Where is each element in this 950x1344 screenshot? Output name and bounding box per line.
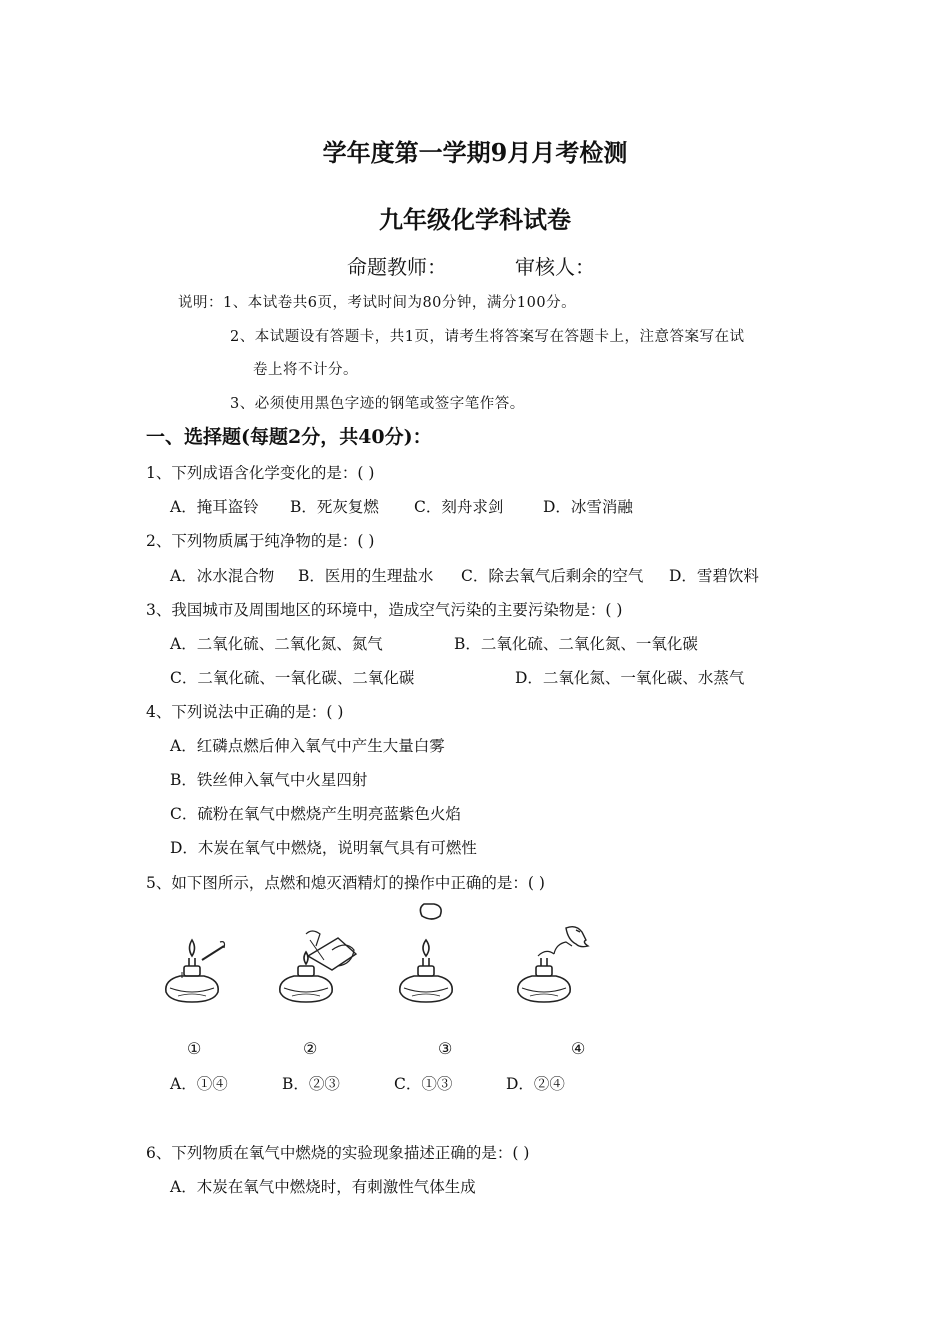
section-heading: 一、选择题(每题2分，共40分)： [146,426,432,448]
q6-option-a: A．木炭在氧气中燃烧时，有刺激性气体生成 [170,1178,476,1196]
lamp-label-4: ④ [571,1039,586,1058]
q4-option-b: B．铁丝伸入氧气中火星四射 [170,771,368,789]
question-2: 2、下列物质属于纯净物的是：( ) [146,532,375,550]
q5-option-b: B．②③ [282,1075,340,1093]
exam-title: 学年度第一学期9月月考检测 [322,138,628,167]
q1-option-d: D．冰雪消融 [543,498,633,516]
question-4: 4、下列说法中正确的是：( ) [146,703,344,721]
note-2: 2、本试题设有答题卡，共1页，请考生将答案写在答题卡上，注意答案写在试 [230,329,745,345]
note-3: 3、必须使用黑色字迹的钢笔或签字笔作答。 [230,396,525,412]
question-1: 1、下列成语含化学变化的是：( ) [146,464,375,482]
question-5: 5、如下图所示，点燃和熄灭酒精灯的操作中正确的是：( ) [146,874,545,892]
q1-option-c: C．刻舟求剑 [414,498,504,516]
note-1: 说明：1、本试卷共6页，考试时间为80分钟，满分100分。 [178,295,577,311]
exam-subtitle: 九年级化学科试卷 [379,205,571,234]
author-label: 命题教师： [347,255,447,279]
alcohol-lamp-4-illustration [510,918,600,1010]
lamp-label-1: ① [187,1039,202,1058]
lamp-label-3: ③ [438,1039,453,1058]
question-3: 3、我国城市及周围地区的环境中，造成空气污染的主要污染物是：( ) [146,601,623,619]
q2-option-c: C．除去氧气后剩余的空气 [461,567,644,585]
alcohol-lamp-1-illustration [158,930,234,1010]
q5-option-c: C．①③ [394,1075,453,1093]
q2-option-b: B．医用的生理盐水 [298,567,434,585]
q2-option-d: D．雪碧饮料 [669,567,759,585]
alcohol-lamp-2-illustration [272,920,364,1010]
q2-option-a: A．冰水混合物 [170,567,275,585]
q4-option-c: C．硫粉在氧气中燃烧产生明亮蓝紫色火焰 [170,805,461,823]
reviewer-label: 审核人： [515,255,595,279]
question-6: 6、下列物质在氧气中燃烧的实验现象描述正确的是：( ) [146,1144,530,1162]
q5-option-a: A．①④ [170,1075,228,1093]
q4-option-a: A．红磷点燃后伸入氧气中产生大量白雾 [170,737,445,755]
q1-option-a: A．掩耳盗铃 [170,498,259,516]
alcohol-lamp-3-illustration [392,900,468,1010]
q3-option-a: A．二氧化硫、二氧化氮、氮气 [170,635,383,653]
q5-option-d: D．②④ [506,1075,565,1093]
q3-option-c: C．二氧化硫、一氧化碳、二氧化碳 [170,669,415,687]
q4-option-d: D．木炭在氧气中燃烧，说明氧气具有可燃性 [170,839,477,857]
q3-option-b: B．二氧化硫、二氧化氮、一氧化碳 [454,635,698,653]
q1-option-b: B．死灰复燃 [290,498,379,516]
q3-option-d: D．二氧化氮、一氧化碳、水蒸气 [515,669,745,687]
note-2-cont: 卷上将不计分。 [253,362,358,378]
lamp-label-2: ② [303,1039,318,1058]
